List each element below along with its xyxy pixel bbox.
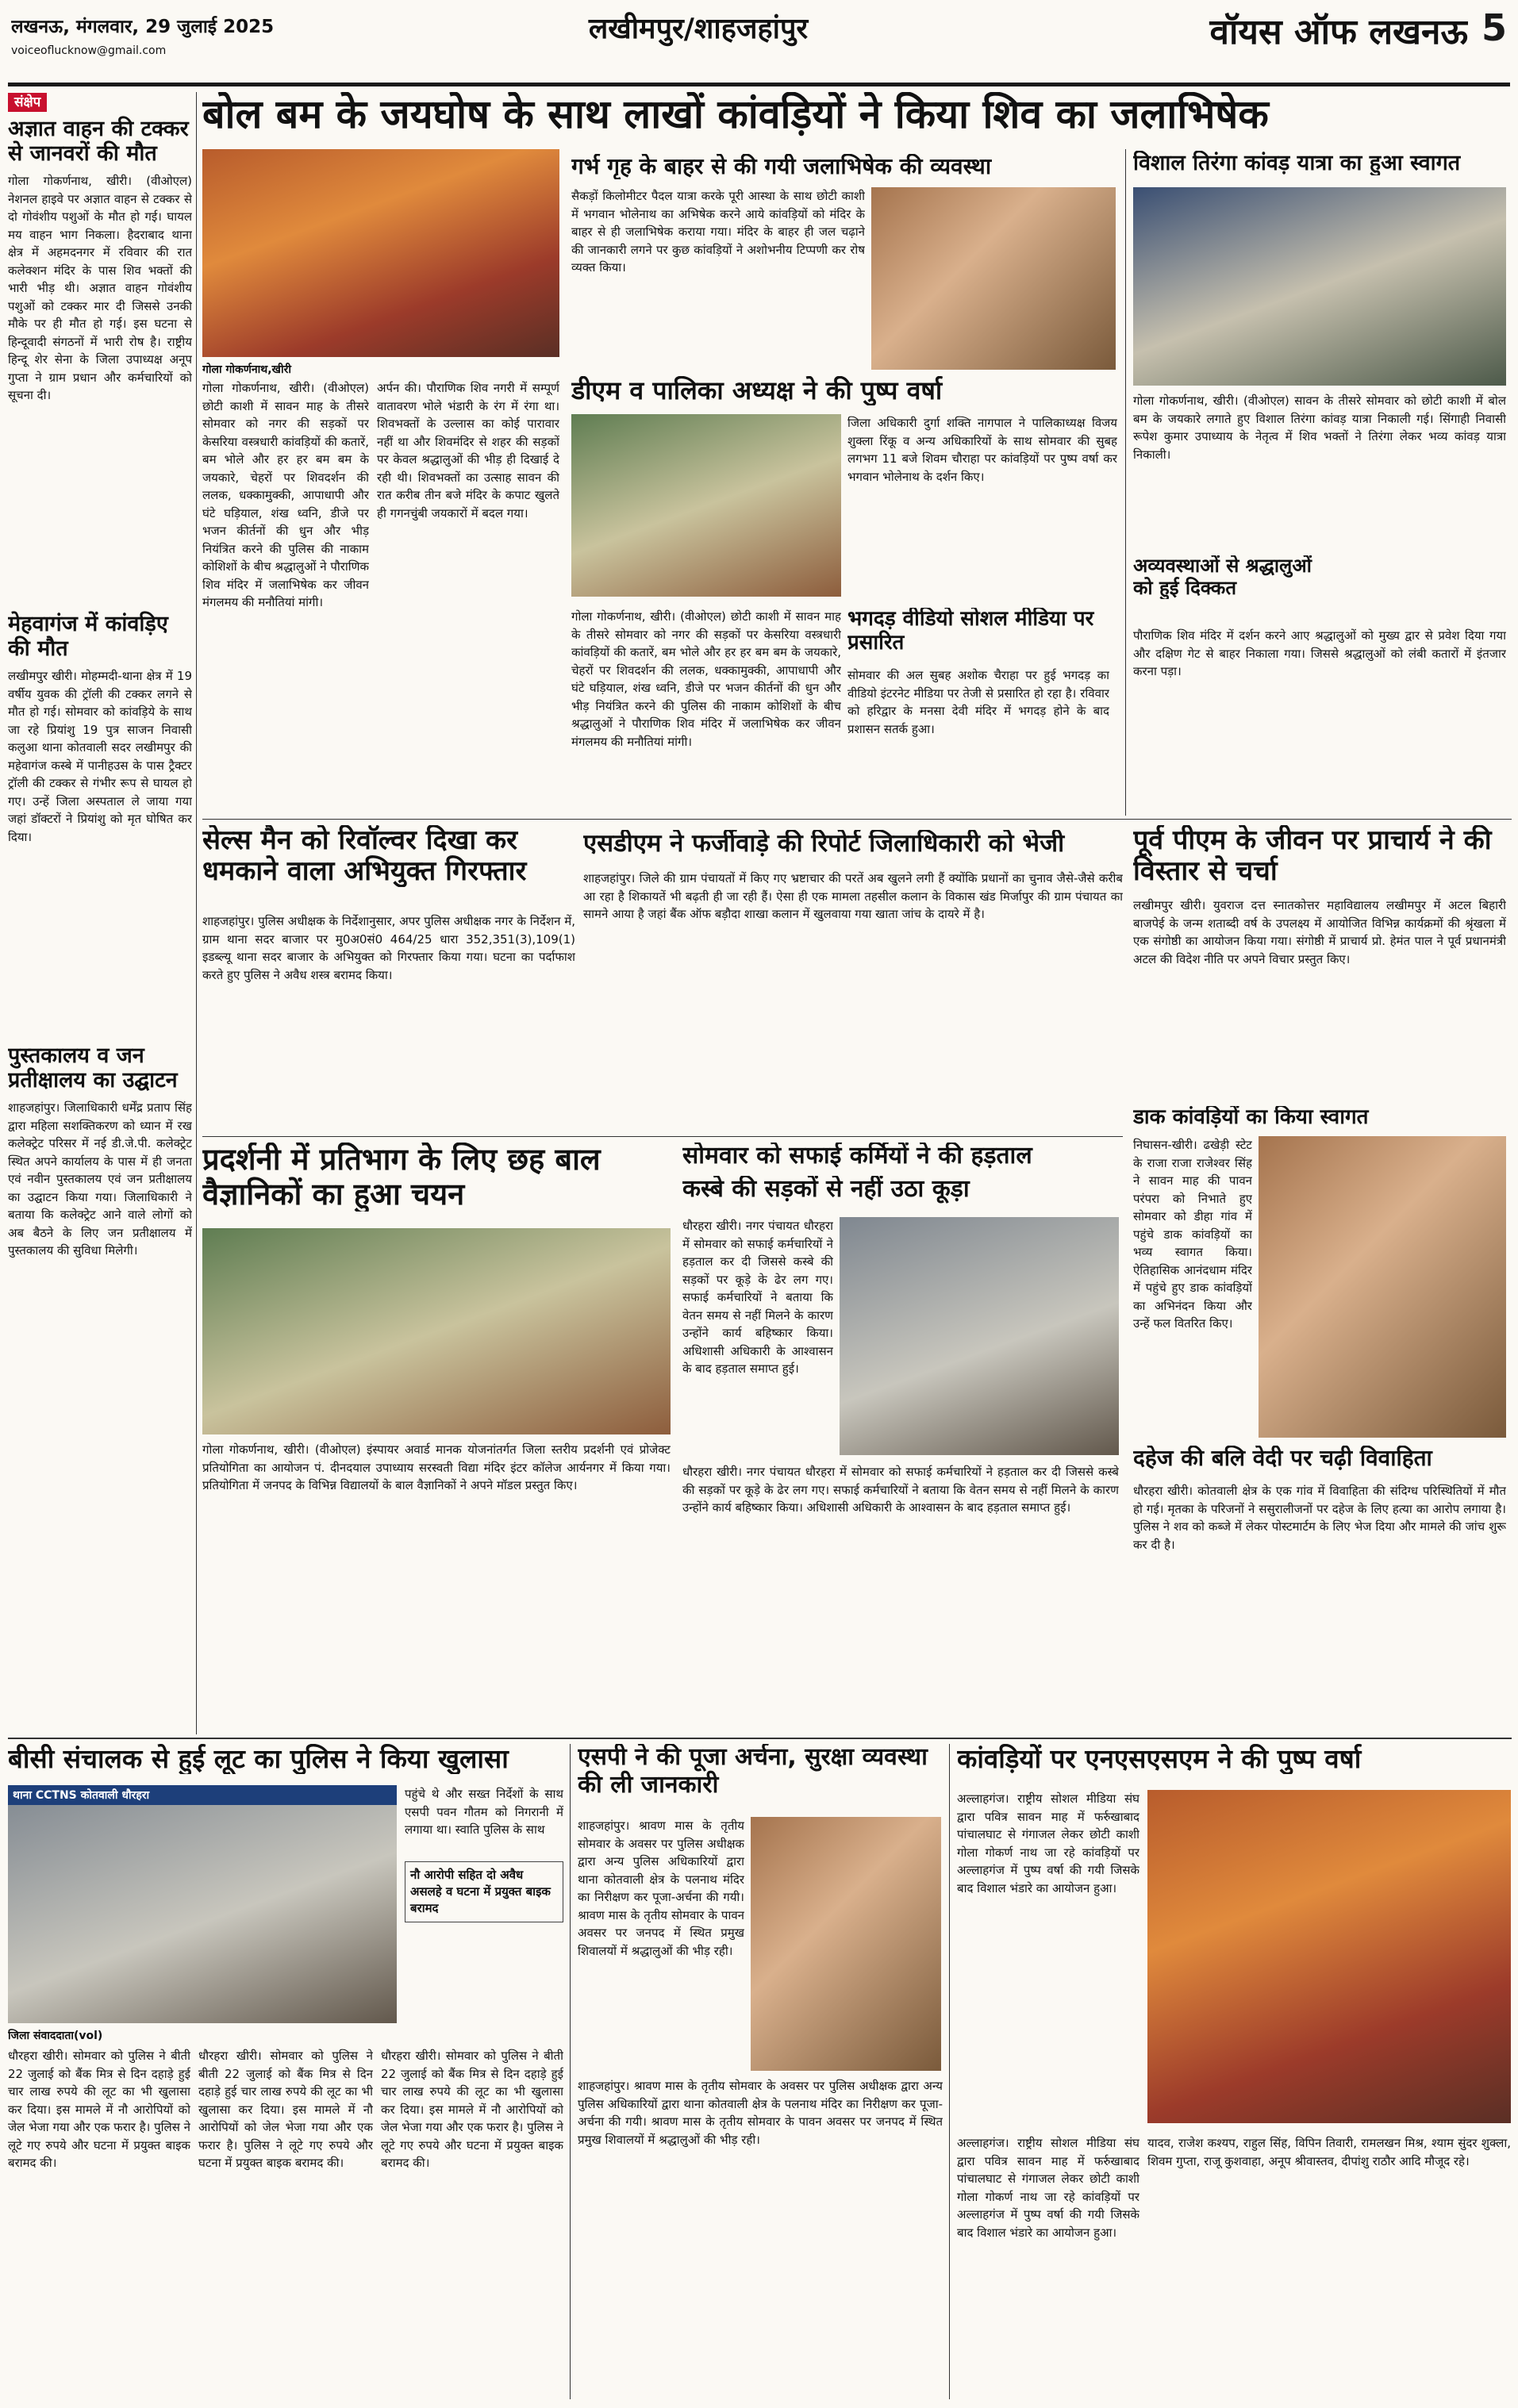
bc-loot-headline: बीसी संचालक से हुई लूट का पुलिस ने किया खुलासा [8,1744,509,1774]
salesman-headline: सेल्स मैन को रिवॉल्वर दिखा कर धमकाने वाला अभियुक्त गिरफ्तार [202,825,527,888]
bc-highlight-box [405,1861,563,1922]
sub-headline-jalabhishek: गर्भ गृह के बाहर से की गयी जलाभिषेक की व्यवस्था [571,154,992,179]
dak-kanwar-photo [1259,1136,1506,1438]
bc-highlight: नौ आरोपी सहित दो अवैध असलहे व घटना में प्रयुक्त बाइक बरामद [410,1868,551,1915]
brief-column [8,92,192,1734]
bc-text-side: पहुंचे थे और सख्त निर्देशों के साथ एसपी पवन गौतम को निगरानी में लगाया था। स्वाति पुलिस के साथ [405,1787,563,1837]
tiranga-subhead: अव्यवस्थाओं से श्रद्धालुओं को हुई दिक्कत [1133,555,1312,599]
dowry-text: धौरहरा खीरी। कोतवाली क्षेत्र के एक गांव में विवाहिता की संदिग्ध परिस्थितियों में मौत हो गई। मृतका के परिजनों ने ससुरालीजनों पर दहेज के लिए हत्या का आरोप लगाया है। पुलिस ने शव को कब्जे में लेकर पोस्टमार्टम के लिए भेज दिया और मामले की जांच शुरू कर दी है। [1133,1484,1506,1552]
page-number: 5 [1481,6,1507,49]
tiranga-text: गोला गोकर्णनाथ, खीरी। (वीओएल) सावन के तीसरे सोमवार को छोटी काशी में बोल बम के जयकारे लगाते हुए विशाल तिरंगा कांवड़ यात्रा निकाली गई। सिंगाही निवासी रूपेश कुमार उपाध्याय के नेतृत्व में शिव भक्तों ने तिरंगा लेकर भव्य कांवड़ यात्रा निकाली। [1133,394,1506,462]
bc-text-col2: धौरहरा खीरी। सोमवार को पुलिस ने बीती 22 जुलाई को बैंक मित्र से दिन दहाड़े हुई चार लाख रुपये की लूट का भी खुलासा कर दिया। इस मामले में नौ आरोपियों को जेल भेजा गया और एक फरार है। पुलिस ने लूटे गए रुपये और घटना में प्रयुक्त बाइक बरामद की। [198,2049,373,2170]
sub-headline-stampede: भगदड़ वीडियो सोशल मीडिया पर प्रसारित [847,608,1094,655]
principal-text: लखीमपुर खीरी। युवराज दत्त स्नातकोत्तर महाविद्यालय लखीमपुर में अटल बिहारी बाजपेई के जन्म शताब्दी वर्ष के उपलक्ष्य में आयोजित विभिन्न कार्यक्रमों की श्रृंखला में एक संगोष्ठी का आयोजन किया गया। संगोष्ठी में प्राचार्य प्रो. हेमंत पाल ने पूर्व प्रधानमंत्री अटल की विदेश नीति पर अपने विचार प्रस्तुत किए। [1133,898,1506,966]
main-body-col1: गोला गोकर्णनाथ, खीरी। (वीओएल) छोटी काशी में सावन माह के तीसरे सोमवार को नगर की सड़कों पर केसरिया वस्त्रधारी कांवड़ियों की कतारें, बम भोले और हर हर बम बम के जयकारे, चेहरों पर शिवदर्शन की ललक, धक्कामुक्की, आपाधापी और घंटे घड़ियाल, शंख ध्वनि, डीजे पर भजन कीर्तनों की धुन और भीड़ नियंत्रित करने की पुलिस की नाकाम कोशिशों के बीच श्रद्धालुओं ने पौराणिक शिव मंदिर में जलाभिषेक कर जीवन मंगलमय की मनौतियां मांगी। [202,381,369,609]
strike-headline-2: कस्बे की सड़कों से नहीं उठा कूड़ा [682,1176,970,1203]
dak-kanwar-subhead: डाक कांवड़ियों का किया स्वागत [1133,1106,1369,1129]
dowry-headline: दहेज की बलि वेदी पर चढ़ी विवाहिता [1133,1446,1432,1471]
section-divider [8,1738,1512,1739]
kanwar-crowd-photo [202,149,559,357]
dateline: लखनऊ, मंगलवार, 29 जुलाई 2025 [11,17,275,37]
column-divider [570,1744,571,2399]
strike-headline: सोमवार को सफाई कर्मियों ने की हड़ताल [682,1143,1032,1169]
sub-headline-dm: डीएम व पालिका अध्यक्ष ने की पुष्प वर्षा [571,376,943,405]
main-headline: बोल बम के जयघोष के साथ लाखों कांवड़ियों ने किया शिव का जलाभिषेक [202,92,1269,137]
bc-dateline: जिला संवाददाता(vol) [8,2030,103,2042]
brief-story1-text: गोला गोकर्णनाथ, खीरी। (वीओएल) नेशनल हाइवे पर अज्ञात वाहन से टक्कर से दो गोवंशीय पशुओं के मौत हो गई। घायल मय वाहन भाग निकला। हैदराबाद थाना क्षेत्र में अहमदनगर में रविवार की रात कलेक्शन मंदिर के पास शिव भक्तों की भारी भीड़ थी। अज्ञात वाहन गोवंशीय पशुओं को टक्कर मार दी जिससे उनकी मौके पर ही मौत हो गई। इस घटना से हिन्दूवादी संगठनों में भारी रोष है। राष्ट्रीय हिन्दू शेर सेना के जिला उपाध्यक्ष अनूप गुप्ता ने ग्राम प्रधान और कर्मचारियों को सूचना दी। [8,174,192,403]
nss-text: अल्लाहगंज। राष्ट्रीय सोशल मीडिया संघ द्वारा पवित्र सावन माह में फर्रुखाबाद पांचालघाट से गंगाजल लेकर छोटी काशी गोला गोकर्ण नाथ जा रहे कांवड़ियों पर अल्लाहगंज में पुष्प वर्षा की गयी जिसके बाद विशाल भंडारे का आयोजन हुआ। [957,1792,1139,1895]
edition-title: लखीमपुर/शाहजहांपुर [588,13,809,45]
sub-dm-text: जिला अधिकारी दुर्गा शक्ति नागपाल ने पालिकाध्यक्ष विजय शुक्ला रिंकू व अन्य अधिकारियों के साथ सोमवार की सुबह लगभग 11 बजे शिवम चौराहा पर कांवड़ियों पर पुष्प वर्षा कर भगवान भोलेनाथ के दर्शन किए। [847,416,1117,484]
nss-headline: कांवड़ियों पर एनएसएसएम ने की पुष्प वर्षा [957,1744,1362,1774]
exhibition-text: गोला गोकर्णनाथ, खीरी। (वीओएल) इंस्पायर अवार्ड मानक योजनांतर्गत जिला स्तरीय प्रदर्शनी एवं प्रोजेक्ट प्रतियोगिता का आयोजन पं. दीनदयाल उपाध्याय सरस्वती विद्या मंदिर इंटर कॉलेज आर्यनगर में किया गया। प्रतियोगिता में जनपद के विभिन्न विद्यालयों के बाल वैज्ञानिकों ने अपने मॉडल प्रस्तुत किए। [202,1442,671,1492]
masthead-brand: वॉयस ऑफ लखनऊ [1209,12,1468,52]
photo-banner: थाना CCTNS कोतवाली धौरहरा [8,1785,397,1805]
column-divider [1125,149,1126,816]
nss-flower-shower-photo [1147,1790,1511,2123]
exhibition-headline: प्रदर्शनी में प्रतिभाग के लिए छह बाल वैज्ञानिकों का हुआ चयन [202,1143,601,1212]
main-body-col3: गोला गोकर्णनाथ, खीरी। (वीओएल) छोटी काशी में सावन माह के तीसरे सोमवार को नगर की सड़कों पर केसरिया वस्त्रधारी कांवड़ियों की कतारें, बम भोले और हर हर बम बम के जयकारे, चेहरों पर शिवदर्शन की ललक, धक्कामुक्की, आपाधापी और घंटे घड़ियाल, शंख ध्वनि, डीजे पर भजन कीर्तनों की धुन और भीड़ नियंत्रित करने की पुलिस की नाकाम कोशिशों के बीच श्रद्धालुओं ने पौराणिक शिव मंदिर में जलाभिषेक कर जीवन मंगलमय की मनौतियां मांगी। [571,609,841,749]
brief-story2-text: लखीमपुर खीरी। मोहम्मदी-थाना क्षेत्र में 19 वर्षीय युवक की ट्रॉली की टक्कर लगने से मौत हो गई। सोमवार को कांवड़िये के साथ जा रहे प्रियांशु 19 पुत्र साजन निवासी कलुआ थाना कोतवाली सदर लखीमपुर की महेवागंज कस्बे में पानीहउस के पास ट्रैक्टर ट्रॉली की टक्कर से गंभीर रूप से घायल हो गए। उन्हें जिला अस्पताल ले जाया गया जहां डॉक्टरों ने प्रियांशु को मृत घोषित कर दिया। [8,669,192,844]
sdm-text: शाहजहांपुर। जिले की ग्राम पंचायतों में किए गए भ्रष्टाचार की परतें अब खुलने लगी हैं क्योंकि प्रधानों का चुनाव जैसे-जैसे करीब आ रहा है शिकायतें भी बढ़ती ही जा रही हैं। ऐसा ही एक मामला तहसील कलान के विकास खंड मिर्जापुर की ग्राम पंचायत का सामने आया है जहां बैंक ऑफ बड़ौदा शाखा कलान में खुलवाया गया खाता जांच के दायरे में है। [583,871,1123,921]
tiranga-yatra-photo [1133,187,1506,386]
section-divider [202,819,1512,820]
dak-kanwar-text: निघासन-खीरी। ढखेड़ी स्टेट के राजा राजा राजेश्वर सिंह ने सावन माह की पावन परंपरा को निभाते हुए सोमवार को डीहा गांव में पहुंचे डाक कांवड़ियों का भव्य स्वागत किया। ऐतिहासिक आनंदधाम मंदिर में पहुंचे हुए डाक कांवड़ियों का अभिनंदन किया और उन्हें फल वितरित किए। [1133,1138,1252,1331]
sdm-headline: एसडीएम ने फर्जीवाड़े की रिपोर्ट जिलाधिकारी को भेजी [583,830,1065,858]
brief-story3-title: पुस्तकालय व जन प्रतीक्षालय का उद्घाटन [8,1043,178,1093]
temple-photo [871,187,1116,370]
photo-caption: गोला गोकर्णनाथ,खीरी [202,363,291,376]
science-exhibition-photo [202,1228,671,1434]
sanitation-strike-photo [840,1217,1119,1455]
main-body-col2: अर्पन की। पौराणिक शिव नगरी में सम्पूर्ण वातावरण भोले भंडारी के रंग में रंगा था। शिवभक्तों के उल्लास का कोई पारावार नहीं था और शिवमंदिर से शहर की सड़कों पर केवल श्रद्धालुओं की भीड़ ही दिखाई दे रही थी। शिवभक्तों का उत्साह सावन की रात करीब तीन बजे मंदिर के कपाट खुलते ही गगनचुंबी जयकारों में बदल गया। [377,381,559,520]
column-divider [196,92,197,1734]
tiranga-headline: विशाल तिरंगा कांवड़ यात्रा का हुआ स्वागत [1133,151,1461,175]
sp-headline: एसपी ने की पूजा अर्चना, सुरक्षा व्यवस्था की ली जानकारी [578,1744,928,1799]
salesman-text: शाहजहांपुर। पुलिस अधीक्षक के निर्देशानुसार, अपर पुलिस अधीक्षक नगर के निर्देशन में, ग्राम थाना सदर बाजार पर मु0अ0सं0 464/25 धारा 352,351(3),109(1) इडब्ल्यू थाना सदर बाजार के अभियुक्त को गिरफ्तार किया गया। घटना का पर्दाफाश करते हुए पुलिस ने अवैध शस्त्र बरामद किया। [202,914,575,982]
sub-stampede-text: सोमवार की अल सुबह अशोक चैराहा पर हुई भगदड़ का वीडियो इंटरनेट मीडिया पर तेजी से प्रसारित हो रहा है। रविवार को हरिद्वार के मनसा देवी मंदिर में भगदड़ होने के बाद प्रशासन सतर्क हुआ। [847,668,1109,736]
bc-text-col1: धौरहरा खीरी। सोमवार को पुलिस ने बीती 22 जुलाई को बैंक मित्र से दिन दहाड़े हुई चार लाख रुपये की लूट का भी खुलासा कर दिया। इस मामले में नौ आरोपियों को जेल भेजा गया और एक फरार है। पुलिस ने लूटे गए रुपये और घटना में प्रयुक्त बाइक बरामद की। [8,2049,190,2170]
nss-attendees: यादव, राजेश कश्यप, राहुल सिंह, विपिन तिवारी, रामलखन मिश्र, श्याम सुंदर शुक्ला, शिवम गुप्ता, राजू कुशवाहा, अनूप श्रीवास्तव, दीपांशु राठौर आदि मौजूद रहे। [1147,2136,1511,2168]
sp-text: शाहजहांपुर। श्रावण मास के तृतीय सोमवार के अवसर पर पुलिस अधीक्षक द्वारा अन्य पुलिस अधिकारियों द्वारा थाना कोतवाली क्षेत्र के पलनाथ मंदिर का निरीक्षण कर पूजा-अर्चना की गयी। श्रावण मास के तृतीय सोमवार के पावन अवसर पर जनपद में स्थित प्रमुख शिवालयों में श्रद्धालुओं की भीड़ रही। [578,1818,744,1958]
sp-text-continued: शाहजहांपुर। श्रावण मास के तृतीय सोमवार के अवसर पर पुलिस अधीक्षक द्वारा अन्य पुलिस अधिकारियों द्वारा थाना कोतवाली क्षेत्र के पलनाथ मंदिर का निरीक्षण कर पूजा-अर्चना की गयी। श्रावण मास के तृतीय सोमवार के पावन अवसर पर जनपद में स्थित प्रमुख शिवालयों में श्रद्धालुओं की भीड़ रही। [578,2079,943,2147]
strike-text-continued: धौरहरा खीरी। नगर पंचायत धौरहरा में सोमवार को सफाई कर्मचारियों ने हड़ताल कर दी जिससे कस्बे की सड़कों पर कूड़े के ढेर लग गए। सफाई कर्मचारियों ने बताया कि वेतन समय से नहीं मिलने के कारण उन्होंने कार्य बहिष्कार किया। अधिशासी अधिकारी के आश्वासन के बाद हड़ताल समाप्त हुई। [682,1465,1119,1515]
brief-story2-title: मेहवागंज में कांवड़िए की मौत [8,612,168,662]
column-divider [949,1744,950,2399]
brief-label: संक्षेप [8,93,47,112]
contact-email: voiceoflucknow@gmail.com [11,44,167,57]
brief-story3-text: शाहजहांपुर। जिलाधिकारी धर्मेंद्र प्रताप सिंह द्वारा महिला सशक्तिकरण को ध्यान में रख कलेक्ट्रेट परिसर में नई डी.जे.पी. कलेक्ट्रेट स्थित अपने कार्यालय के पास में ही जनता एवं नवीन पुस्तकालय एवं जन प्रतीक्षालय का उद्घाटन किया गया। जिलाधिकारी ने बताया कि कलेक्ट्रेट आने वाले लोगों को अब बैठने के लिए जन प्रतीक्षालय में पुस्तकालय की सुविधा मिलेगी। [8,1100,192,1258]
section-divider [202,1136,1123,1137]
nss-text-continued: अल्लाहगंज। राष्ट्रीय सोशल मीडिया संघ द्वारा पवित्र सावन माह में फर्रुखाबाद पांचालघाट से गंगाजल लेकर छोटी काशी गोला गोकर्ण नाथ जा रहे कांवड़ियों पर अल्लाहगंज में पुष्प वर्षा की गयी जिसके बाद विशाल भंडारे का आयोजन हुआ। [957,2136,1139,2240]
principal-headline: पूर्व पीएम के जीवन पर प्राचार्य ने की विस्तार से चर्चा [1133,825,1492,888]
bc-text-col3: धौरहरा खीरी। सोमवार को पुलिस ने बीती 22 जुलाई को बैंक मित्र से दिन दहाड़े हुई चार लाख रुपये की लूट का भी खुलासा कर दिया। इस मामले में नौ आरोपियों को जेल भेजा गया और एक फरार है। पुलिस ने लूटे गए रुपये और घटना में प्रयुक्त बाइक बरामद की। [381,2049,563,2170]
flower-shower-photo [571,414,841,597]
sub-jalabhishek-text: सैकड़ों किलोमीटर पैदल यात्रा करके पूरी आस्था के साथ छोटी काशी में भगवान भोलेनाथ का अभिषेक करने आये कांवड़ियों को मंदिर के बाहर से ही जलाभिषेक कराया गया। मंदिर के बाहर ही जल चढ़ाने की जानकारी लगने पर कुछ कांवड़ियों ने अशोभनीय टिप्पणी कर रोष व्यक्त किया। [571,189,865,275]
strike-text: धौरहरा खीरी। नगर पंचायत धौरहरा में सोमवार को सफाई कर्मचारियों ने हड़ताल कर दी जिससे कस्बे की सड़कों पर कूड़े के ढेर लग गए। सफाई कर्मचारियों ने बताया कि वेतन समय से नहीं मिलने के कारण उन्होंने कार्य बहिष्कार किया। अधिशासी अधिकारी के आश्वासन के बाद हड़ताल समाप्त हुई। [682,1219,833,1376]
tiranga-sub-text: पौराणिक शिव मंदिर में दर्शन करने आए श्रद्धालुओं को मुख्य द्वार से प्रवेश दिया गया और दक्षिण गेट से बाहर निकाला गया। जिससे श्रद्धालुओं को लंबी कतारों में इंतजार करना पड़ा। [1133,628,1506,678]
brief-story1-title: अज्ञात वाहन की टक्कर से जानवरों की मौत [8,117,189,167]
police-press-photo [8,1785,397,2023]
header-rule [8,83,1510,86]
sp-worship-photo [751,1817,941,2071]
